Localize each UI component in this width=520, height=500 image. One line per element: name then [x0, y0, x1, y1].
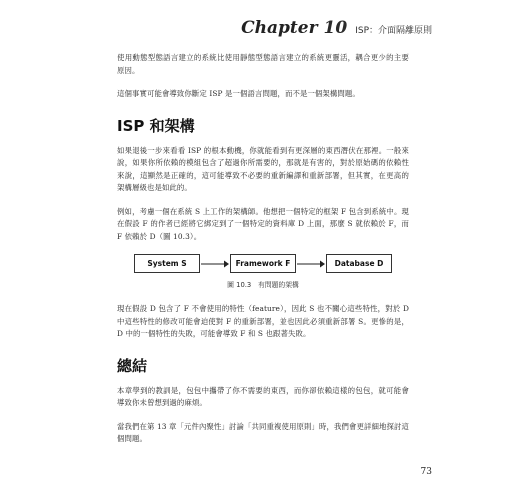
- page-body: [117, 52, 409, 457]
- diagram-box-database-d: Database D: [326, 254, 392, 273]
- chapter-number: 10: [323, 18, 348, 38]
- paragraph-intro-2: 這個事實可能會導致你斷定 ISP 是一個語言問題，而不是一個架構問題。: [117, 89, 360, 98]
- arrow-right-icon: [200, 259, 230, 269]
- arrow-right-icon: [296, 259, 326, 269]
- figure-10-3-diagram: [117, 254, 409, 273]
- paragraph-isp-2: 例如，考慮一個在系統 S 上工作的架構師。他想把一個特定的框架 F 包含到系統中。現在假設 F 的作者已經將它綁定到了一個特定的資料庫 D 上面，那麼 S 就依賴於 F，而 F 依賴於 D（圖 10.3）。: [117, 206, 409, 241]
- paragraph-after-figure: 現在假設 D 包含了 F 不會使用的特性（feature），因此 S 也不關心這些特性，對於 D 中這些特性的修改可能會迫使對 F 的重新部署，並也因此必須重新部署 S。更慘的是，D 中的一個特性的失敗，可能會導致 F 和 S 也跟著失敗。: [117, 304, 409, 338]
- paragraph-intro-1: 使用動態型態語言建立的系統比使用靜態型態語言建立的系統更靈活，耦合更少的主要原因。: [117, 53, 409, 75]
- page-number: 73: [420, 467, 432, 477]
- diagram-box-framework-f: Framework F: [230, 254, 296, 273]
- chapter-label: Chapter: [241, 18, 318, 38]
- paragraph-summary-2: 當我們在第 13 章「元件內聚性」討論「共同重複使用原則」時，我們會更詳細地探討這個問題。: [117, 421, 409, 443]
- section-heading-isp-architecture: ISP 和架構: [117, 116, 195, 135]
- paragraph-isp-1: 如果退後一步來看看 ISP 的根本動機，你就能看到有更深層的東西潛伏在那裡。一般來說，如果你所依賴的模組包含了超過你所需要的，那就是有害的，對於原始碼的依賴性來說，這顯然是正確的，這可能導致不必要的重新編譯和重新部署，但其實，在更高的架構層級也是如此的。: [117, 145, 409, 192]
- chapter-title: ISP：介面隔離原則: [355, 26, 432, 36]
- section-heading-summary: 總結: [117, 356, 148, 375]
- figure-caption: 圖 10.3 有問題的架構: [227, 281, 299, 289]
- paragraph-summary-1: 本章學到的教訓是，包包中攜帶了你不需要的東西，而你卻依賴這樣的包包，就可能會導致你未曾想到過的麻煩。: [117, 385, 409, 407]
- diagram-box-system-s: System S: [134, 254, 200, 273]
- running-header: [241, 18, 432, 38]
